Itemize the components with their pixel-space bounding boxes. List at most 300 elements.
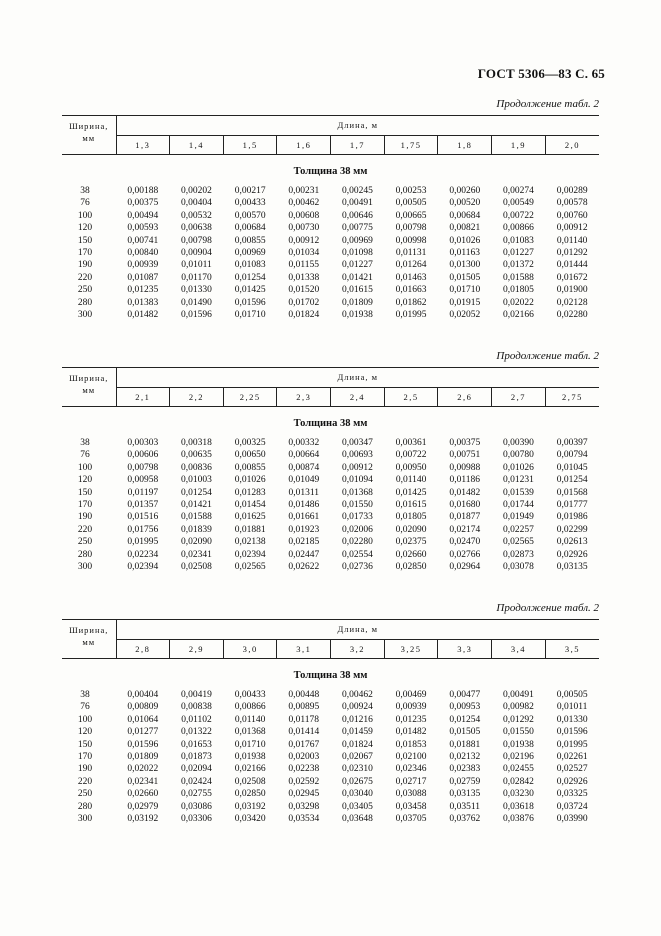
value-cell: 0,00303 [127,438,159,448]
value-cell: 0,01596 [127,739,159,750]
length-column-header: 3,0 [223,639,277,659]
value-cell: 0,01710 [234,739,266,750]
value-cell: 0,02238 [288,764,320,775]
value-cell: 0,01003 [181,475,212,486]
length-column-header: 2,6 [438,387,492,407]
value-cell: 0,01767 [288,739,320,750]
value-cell: 0,00361 [395,438,427,448]
thickness-row [62,659,599,690]
thickness-row [62,407,599,438]
value-cell: 0,01663 [395,285,427,296]
value-cell: 0,01414 [288,727,320,738]
value-cell: 0,03705 [395,814,427,825]
table-row [62,739,599,751]
table-row [62,297,599,309]
value-cell: 0,01227 [502,248,534,259]
value-cell: 0,00939 [127,260,159,271]
length-column-header: 1,4 [170,135,224,155]
value-cell: 0,00404 [181,198,212,209]
length-column-header: 2,4 [331,387,385,407]
value-cell: 0,00855 [234,235,266,246]
length-values-row [62,387,599,407]
thickness-label: Толщина 38 мм [293,417,368,429]
value-cell: 0,01034 [288,248,320,259]
value-cell: 0,00912 [288,235,320,246]
value-cell: 0,02138 [234,537,266,548]
value-cell: 0,01710 [449,285,481,296]
value-cell: 0,00606 [127,450,159,461]
value-cell: 0,01915 [449,297,481,308]
value-cell: 0,02375 [395,537,427,548]
length-header: Длина, м [116,620,599,640]
value-cell: 0,00751 [449,450,481,461]
value-cell: 0,01357 [127,500,159,511]
value-cell: 0,01744 [502,500,534,511]
value-cell: 0,02926 [556,776,588,787]
value-cell: 0,01881 [449,739,481,750]
value-cell: 0,00520 [449,198,481,209]
width-cell: 190 [77,512,93,523]
value-cell: 0,02660 [395,549,427,560]
width-cell: 280 [77,801,93,812]
value-cell: 0,01516 [127,512,159,523]
continuation-label: Продолжение табл. 2 [496,602,599,614]
width-cell: 100 [77,714,93,725]
value-cell: 0,00404 [127,690,159,700]
value-cell: 0,02424 [181,776,212,787]
value-cell: 0,00866 [234,702,266,713]
value-cell: 0,01254 [234,272,266,283]
value-cell: 0,01938 [502,739,534,750]
value-cell: 0,02174 [449,524,481,535]
value-cell: 0,00821 [449,223,481,234]
value-cell: 0,01710 [234,310,266,321]
value-cell: 0,03724 [556,801,588,812]
value-cell: 0,01227 [342,260,373,271]
length-header: Длина, м [116,368,599,388]
value-cell: 0,01140 [234,714,266,725]
value-cell: 0,01568 [556,487,588,498]
value-cell: 0,00904 [181,248,212,259]
value-cell: 0,00231 [288,186,320,196]
value-cell: 0,01254 [556,475,588,486]
table-row [62,247,599,259]
width-cell: 300 [77,310,93,321]
value-cell: 0,00332 [288,438,320,448]
width-header: Ширина, мм [62,620,116,659]
value-cell: 0,01283 [234,487,266,498]
value-cell: 0,01482 [395,727,427,738]
value-cell: 0,00477 [449,690,481,700]
table-row [62,449,599,461]
length-column-header: 2,75 [545,387,599,407]
value-cell: 0,01702 [288,297,320,308]
value-cell: 0,02508 [234,776,266,787]
value-cell: 0,01140 [556,235,588,246]
table-row [62,272,599,284]
table-row [62,689,599,701]
value-cell: 0,01026 [502,462,534,473]
value-cell: 0,00245 [342,186,373,196]
value-cell: 0,01877 [449,512,481,523]
width-cell: 100 [77,210,93,221]
value-cell: 0,00684 [234,223,266,234]
value-cell: 0,00988 [449,462,481,473]
value-cell: 0,01368 [342,487,373,498]
table-row [62,701,599,713]
value-cell: 0,01900 [556,285,588,296]
length-column-header: 2,9 [170,639,224,659]
value-cell: 0,01550 [342,500,373,511]
value-cell: 0,01140 [395,475,427,486]
length-column-header: 3,4 [492,639,546,659]
value-cell: 0,02280 [342,537,373,548]
length-column-header: 1,8 [438,135,492,155]
value-cell: 0,01615 [342,285,373,296]
value-cell: 0,02945 [288,789,320,800]
value-cell: 0,00650 [234,450,266,461]
value-cell: 0,01254 [449,714,481,725]
table-row [62,462,599,474]
length-column-header: 3,3 [438,639,492,659]
value-cell: 0,01777 [556,500,588,511]
value-cell: 0,01505 [449,727,481,738]
value-cell: 0,01809 [342,297,373,308]
width-cell: 170 [77,752,93,763]
value-cell: 0,01292 [556,248,588,259]
value-cell: 0,00798 [395,223,427,234]
value-cell: 0,02234 [127,549,159,560]
header-row [62,368,599,388]
value-cell: 0,01733 [342,512,373,523]
width-cell: 300 [77,814,93,825]
value-cell: 0,01311 [288,487,320,498]
value-cell: 0,03325 [556,789,588,800]
table-row [62,499,599,511]
table-row [62,549,599,561]
data-table [62,367,599,573]
width-cell: 190 [77,260,93,271]
value-cell: 0,00188 [127,186,159,196]
value-cell: 0,00462 [288,198,320,209]
value-cell: 0,02128 [556,297,588,308]
value-cell: 0,02310 [342,764,373,775]
value-cell: 0,02470 [449,537,481,548]
value-cell: 0,00809 [127,702,159,713]
value-cell: 0,01300 [449,260,481,271]
value-cell: 0,02850 [234,789,266,800]
value-cell: 0,03306 [181,814,212,825]
width-cell: 150 [77,235,93,246]
width-cell: 250 [77,537,93,548]
value-cell: 0,02052 [449,310,481,321]
value-cell: 0,02394 [127,562,159,573]
value-cell: 0,02166 [234,764,266,775]
table-row [62,511,599,523]
value-cell: 0,02675 [342,776,373,787]
value-cell: 0,02003 [288,752,320,763]
length-column-header: 2,2 [170,387,224,407]
value-cell: 0,02341 [127,776,159,787]
value-cell: 0,01520 [288,285,320,296]
width-cell: 220 [77,272,93,283]
length-column-header: 3,2 [331,639,385,659]
value-cell: 0,02132 [449,752,481,763]
value-cell: 0,00347 [342,438,373,448]
width-cell: 38 [80,690,90,700]
value-cell: 0,01083 [234,260,266,271]
value-cell: 0,02565 [502,537,534,548]
table-row [62,813,599,825]
value-cell: 0,00939 [395,702,427,713]
value-cell: 0,03762 [449,814,481,825]
width-cell: 300 [77,562,93,573]
value-cell: 0,02759 [449,776,481,787]
table-row [62,776,599,788]
value-cell: 0,02736 [342,562,373,573]
value-cell: 0,01862 [395,297,427,308]
value-cell: 0,02166 [502,310,534,321]
value-cell: 0,01045 [556,462,588,473]
value-cell: 0,03230 [502,789,534,800]
value-cell: 0,01197 [127,487,159,498]
table-row [62,437,599,449]
table-row [62,788,599,800]
table-row [62,235,599,247]
value-cell: 0,01026 [449,235,481,246]
table-row [62,474,599,486]
value-cell: 0,01486 [288,500,320,511]
value-cell: 0,03086 [181,801,212,812]
value-cell: 0,02979 [127,801,159,812]
value-cell: 0,03135 [556,562,588,573]
value-cell: 0,03088 [395,789,427,800]
width-cell: 170 [77,500,93,511]
value-cell: 0,00202 [181,186,212,196]
width-cell: 120 [77,727,93,738]
width-cell: 220 [77,776,93,787]
value-cell: 0,01163 [449,248,481,259]
table-row [62,524,599,536]
value-cell: 0,00462 [342,690,373,700]
length-column-header: 3,1 [277,639,331,659]
width-cell: 220 [77,524,93,535]
value-cell: 0,02622 [288,562,320,573]
value-cell: 0,02455 [502,764,534,775]
value-cell: 0,01986 [556,512,588,523]
length-values-row [62,639,599,659]
value-cell: 0,00998 [395,235,427,246]
table-row [62,222,599,234]
value-cell: 0,00253 [395,186,427,196]
value-cell: 0,01368 [234,727,266,738]
value-cell: 0,00912 [342,462,373,473]
value-cell: 0,02613 [556,537,588,548]
value-cell: 0,00866 [502,223,534,234]
value-cell: 0,01049 [288,475,320,486]
value-cell: 0,01064 [127,714,159,725]
value-cell: 0,01102 [181,714,212,725]
value-cell: 0,02508 [181,562,212,573]
data-table [62,619,599,825]
value-cell: 0,00549 [502,198,534,209]
value-cell: 0,01938 [342,310,373,321]
value-cell: 0,03511 [449,801,481,812]
value-cell: 0,01625 [234,512,266,523]
value-cell: 0,02964 [449,562,481,573]
length-column-header: 1,75 [384,135,438,155]
width-cell: 38 [80,186,90,196]
value-cell: 0,02280 [556,310,588,321]
width-cell: 76 [80,450,90,461]
value-cell: 0,02094 [181,764,212,775]
width-cell: 190 [77,764,93,775]
width-cell: 100 [77,462,93,473]
value-cell: 0,01011 [556,702,588,713]
page-header: ГОСТ 5306—83 С. 65 [477,66,605,81]
value-cell: 0,01824 [342,739,373,750]
value-cell: 0,01596 [556,727,588,738]
value-cell: 0,00390 [502,438,534,448]
value-cell: 0,01653 [181,739,212,750]
value-cell: 0,01186 [449,475,481,486]
value-cell: 0,03876 [502,814,534,825]
length-column-header: 1,7 [331,135,385,155]
data-table [62,115,599,321]
length-column-header: 2,0 [545,135,599,155]
value-cell: 0,01459 [342,727,373,738]
value-cell: 0,02299 [556,524,588,535]
table-row [62,309,599,321]
value-cell: 0,01231 [502,475,534,486]
value-cell: 0,00532 [181,210,212,221]
value-cell: 0,01235 [395,714,427,725]
value-cell: 0,01421 [342,272,373,283]
value-cell: 0,01277 [127,727,159,738]
value-cell: 0,00448 [288,690,320,700]
value-cell: 0,00969 [234,248,266,259]
value-cell: 0,01596 [234,297,266,308]
value-cell: 0,02850 [395,562,427,573]
value-cell: 0,01155 [288,260,320,271]
value-cell: 0,00646 [342,210,373,221]
value-cell: 0,00494 [127,210,159,221]
continuation-label: Продолжение табл. 2 [496,98,599,110]
value-cell: 0,01482 [127,310,159,321]
value-cell: 0,01454 [234,500,266,511]
width-cell: 170 [77,248,93,259]
length-column-header: 3,5 [545,639,599,659]
value-cell: 0,01235 [127,285,159,296]
value-cell: 0,01853 [395,739,427,750]
value-cell: 0,03458 [395,801,427,812]
value-cell: 0,00912 [556,223,588,234]
value-cell: 0,00684 [449,210,481,221]
value-cell: 0,03648 [342,814,373,825]
value-cell: 0,01588 [181,512,212,523]
value-cell: 0,01425 [234,285,266,296]
value-cell: 0,01338 [288,272,320,283]
value-cell: 0,01087 [127,272,159,283]
value-cell: 0,02196 [502,752,534,763]
value-cell: 0,00578 [556,198,588,209]
table-row [62,536,599,548]
value-cell: 0,00491 [502,690,534,700]
value-cell: 0,02755 [181,789,212,800]
header-row [62,620,599,640]
value-cell: 0,01383 [127,297,159,308]
length-column-header: 1,3 [116,135,170,155]
value-cell: 0,02842 [502,776,534,787]
value-cell: 0,00274 [502,186,534,196]
value-cell: 0,00953 [449,702,481,713]
value-cell: 0,01805 [502,285,534,296]
length-column-header: 2,1 [116,387,170,407]
value-cell: 0,01995 [556,739,588,750]
width-cell: 280 [77,549,93,560]
value-cell: 0,01482 [449,487,481,498]
value-cell: 0,01094 [342,475,373,486]
value-cell: 0,00419 [181,690,212,700]
length-column-header: 2,5 [384,387,438,407]
length-column-header: 2,25 [223,387,277,407]
value-cell: 0,00798 [127,462,159,473]
value-cell: 0,00760 [556,210,588,221]
value-cell: 0,02717 [395,776,427,787]
value-cell: 0,02926 [556,549,588,560]
value-cell: 0,00433 [234,690,266,700]
length-column-header: 3,25 [384,639,438,659]
value-cell: 0,00874 [288,462,320,473]
value-cell: 0,00840 [127,248,159,259]
value-cell: 0,02100 [395,752,427,763]
width-header: Ширина, мм [62,116,116,155]
value-cell: 0,00608 [288,210,320,221]
value-cell: 0,01026 [234,475,266,486]
length-column-header: 1,5 [223,135,277,155]
value-cell: 0,02383 [449,764,481,775]
table-row [62,763,599,775]
value-cell: 0,01170 [181,272,212,283]
table-row [62,801,599,813]
width-cell: 250 [77,789,93,800]
table-row [62,284,599,296]
value-cell: 0,01131 [395,248,427,259]
value-cell: 0,00722 [395,450,427,461]
length-column-header: 2,7 [492,387,546,407]
value-cell: 0,02185 [288,537,320,548]
thickness-label: Толщина 38 мм [293,669,368,681]
table-row [62,751,599,763]
value-cell: 0,01588 [502,272,534,283]
value-cell: 0,00570 [234,210,266,221]
value-cell: 0,01463 [395,272,427,283]
value-cell: 0,02067 [342,752,373,763]
value-cell: 0,02766 [449,549,481,560]
value-cell: 0,01949 [502,512,534,523]
value-cell: 0,03534 [288,814,320,825]
value-cell: 0,01596 [181,310,212,321]
value-cell: 0,01254 [181,487,212,498]
value-cell: 0,02592 [288,776,320,787]
value-cell: 0,01490 [181,297,212,308]
width-cell: 150 [77,739,93,750]
value-cell: 0,00982 [502,702,534,713]
value-cell: 0,03135 [449,789,481,800]
value-cell: 0,01756 [127,524,159,535]
table-row [62,259,599,271]
value-cell: 0,00775 [342,223,373,234]
